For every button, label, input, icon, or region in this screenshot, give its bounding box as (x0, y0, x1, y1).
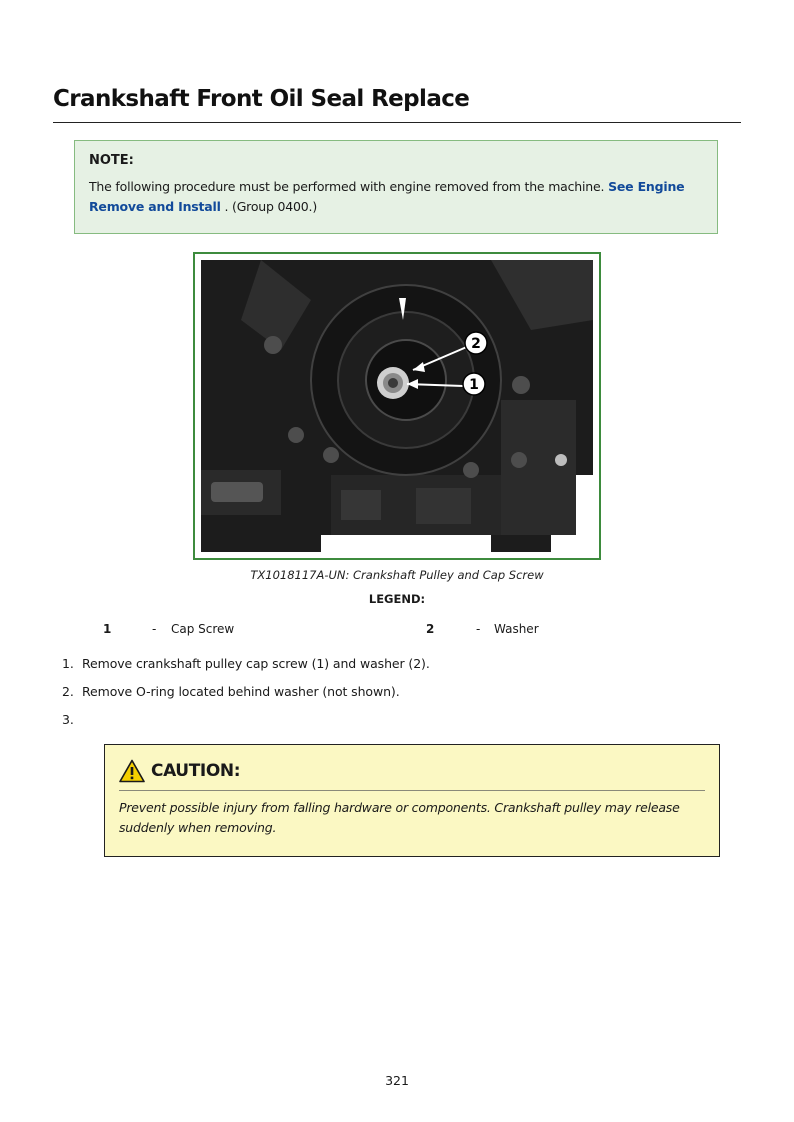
caution-box (104, 744, 720, 857)
step-number: 3. (62, 712, 74, 727)
step-number: 1. (62, 656, 74, 671)
legend-number: 2 (426, 622, 435, 636)
caution-text: Prevent possible injury from falling hardware or components. Crankshaft pulley may release suddenly when removing. (119, 800, 680, 835)
step-text: Remove crankshaft pulley cap screw (1) and washer (2). (82, 656, 430, 671)
caution-header (119, 757, 240, 785)
procedure-steps (62, 656, 430, 740)
figure-caption: TX1018117A-UN: Crankshaft Pulley and Cap Screw (250, 568, 544, 582)
page-title: Crankshaft Front Oil Seal Replace (53, 86, 470, 112)
callout-1: 1 (469, 377, 479, 393)
legend-label: Cap Screw (171, 622, 235, 636)
legend-number: 1 (103, 622, 112, 636)
note-text-end: . (Group 0400.) (220, 199, 317, 214)
note-text-start: The following procedure must be performed with engine removed from the machine. (89, 179, 609, 194)
step-text: Remove O-ring located behind washer (not shown). (82, 684, 400, 699)
note-label: NOTE: (89, 153, 134, 168)
note-box (74, 140, 718, 234)
title-divider (53, 122, 741, 123)
caution-label: CAUTION: (151, 761, 241, 781)
list-item (62, 712, 430, 740)
page-number: 321 (385, 1073, 409, 1088)
list-item (62, 684, 430, 712)
list-item (62, 656, 430, 684)
warning-triangle-icon (119, 759, 145, 783)
legend-separator: - (476, 622, 481, 636)
callout-2: 2 (471, 336, 481, 352)
note-text (89, 177, 703, 217)
caution-divider (119, 790, 705, 791)
legend-separator: - (152, 622, 157, 636)
legend-label: Washer (494, 622, 539, 636)
crankshaft-pulley-photo (201, 260, 593, 552)
step-number: 2. (62, 684, 74, 699)
figure-frame (193, 252, 601, 560)
engine-remove-install-link[interactable]: See Engine Remove and Install (89, 179, 685, 214)
legend-title: LEGEND: (368, 592, 426, 606)
